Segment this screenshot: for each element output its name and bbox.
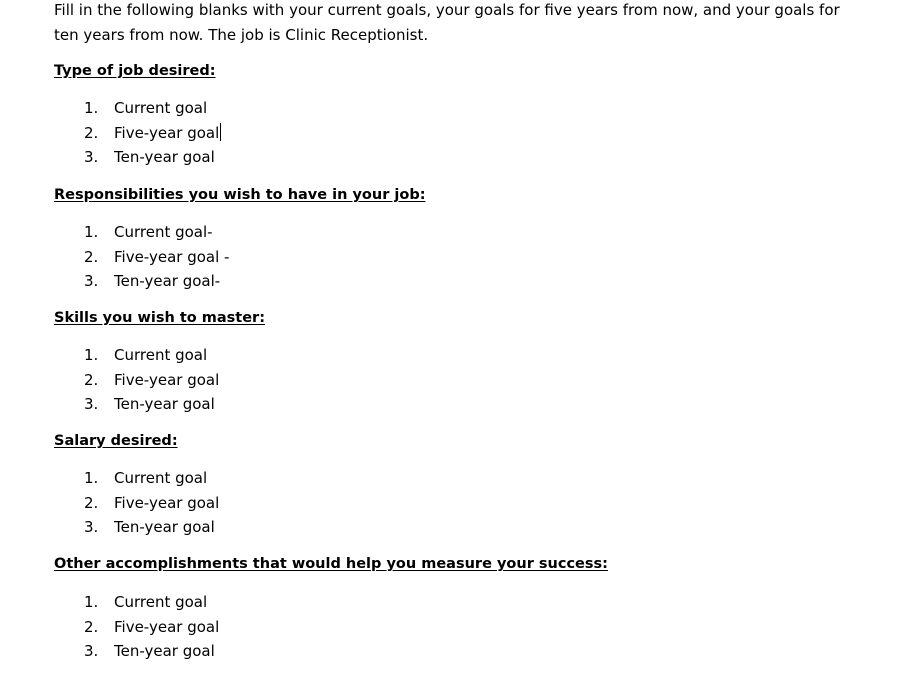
section-heading[interactable]: Type of job desired: — [54, 63, 216, 79]
list-text[interactable]: Ten-year goal — [114, 518, 215, 536]
list-item[interactable] — [54, 639, 854, 664]
list-item[interactable] — [54, 96, 854, 121]
section-heading[interactable]: Responsibilities you wish to have in your job: — [54, 187, 426, 203]
list-text[interactable]: Current goal- — [114, 223, 213, 241]
list-number: 3. — [84, 148, 99, 166]
list-item[interactable] — [54, 269, 854, 294]
list-text-with-caret[interactable] — [114, 121, 221, 146]
list-text[interactable]: Ten-year goal- — [114, 272, 221, 290]
section-accomplishments — [54, 554, 854, 660]
list-item[interactable] — [54, 121, 854, 146]
list-text[interactable]: Current goal — [114, 99, 208, 117]
list-item[interactable] — [54, 515, 854, 540]
list-text[interactable]: Five-year goal — [114, 493, 220, 512]
list-text[interactable]: Current goal — [114, 346, 208, 364]
list-number: 2. — [84, 247, 99, 266]
section-responsibilities — [54, 185, 854, 290]
list-text[interactable]: Five-year goal — [114, 617, 220, 636]
list-text[interactable]: Five-year goal — [114, 370, 220, 389]
goal-list — [54, 590, 854, 664]
list-number: 2. — [84, 370, 99, 389]
goal-list — [54, 96, 854, 170]
list-item[interactable] — [54, 466, 854, 491]
list-number: 2. — [84, 617, 99, 636]
list-item[interactable] — [54, 145, 854, 170]
list-number: 2. — [84, 493, 99, 512]
list-number: 1. — [84, 469, 99, 487]
list-item[interactable] — [54, 615, 854, 640]
intro-paragraph[interactable]: Fill in the following blanks with your current goals, your goals for five years from now, and your goals for ten years from now. The job is Clinic Receptionist. — [54, 1, 840, 44]
list-item[interactable] — [54, 245, 854, 270]
list-item[interactable] — [54, 343, 854, 368]
goal-list — [54, 466, 854, 540]
list-text[interactable]: Five-year goal — [114, 123, 220, 142]
section-salary — [54, 431, 854, 536]
list-text[interactable]: Current goal — [114, 469, 208, 487]
list-number: 3. — [84, 642, 99, 660]
list-text[interactable]: Ten-year goal — [114, 642, 215, 660]
list-number: 3. — [84, 395, 99, 413]
list-number: 2. — [84, 123, 99, 142]
goal-list — [54, 220, 854, 294]
list-number: 1. — [84, 346, 99, 364]
list-item[interactable] — [54, 590, 854, 615]
list-number: 1. — [84, 99, 99, 117]
section-skills — [54, 308, 854, 413]
section-heading[interactable]: Skills you wish to master: — [54, 310, 266, 326]
list-number: 3. — [84, 272, 99, 290]
section-job-type — [54, 61, 854, 166]
list-number: 3. — [84, 518, 99, 536]
list-number: 1. — [84, 223, 99, 241]
list-text[interactable]: Current goal — [114, 593, 208, 611]
section-heading[interactable]: Other accomplishments that would help you measure your success: — [54, 556, 608, 572]
list-number: 1. — [84, 593, 99, 611]
list-item[interactable] — [54, 392, 854, 417]
section-heading[interactable]: Salary desired: — [54, 433, 178, 449]
list-text[interactable]: Ten-year goal — [114, 148, 215, 166]
goal-list — [54, 343, 854, 417]
list-item[interactable] — [54, 368, 854, 393]
text-cursor — [220, 123, 221, 141]
list-text[interactable]: Five-year goal - — [114, 247, 230, 266]
list-item[interactable] — [54, 491, 854, 516]
list-text[interactable]: Ten-year goal — [114, 395, 215, 413]
list-item[interactable] — [54, 220, 854, 245]
